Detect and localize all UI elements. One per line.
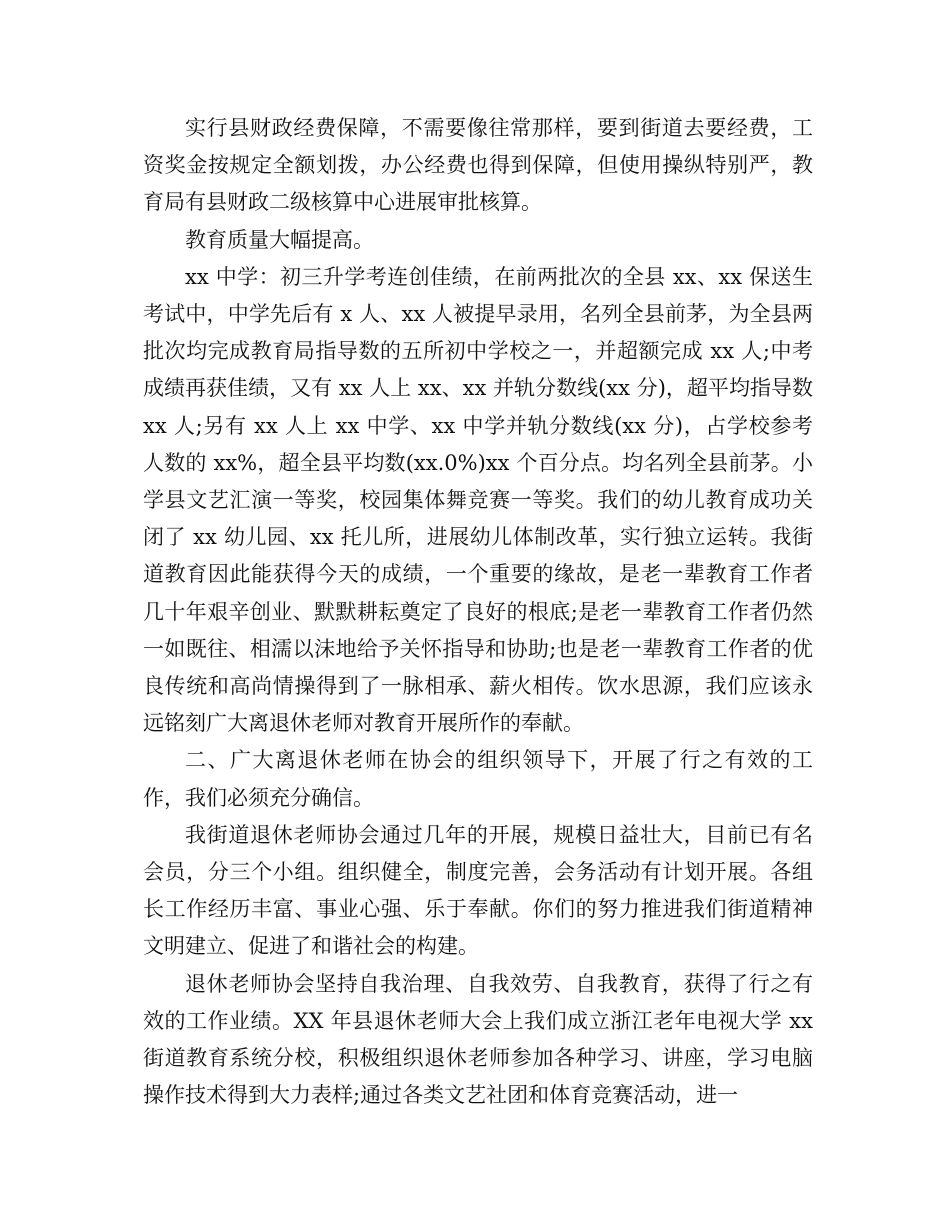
paragraph-quality-heading: 教育质量大幅提高。 [185, 227, 374, 252]
paragraph-funding: 实行县财政经费保障，不需要像往常那样，要到街道去要经费，工资奖金按规定全额划拨，办公经费也得到保障，但使用操纵特别严，教育局有县财政二级核算中心进展审批核算。 [143, 116, 813, 215]
paragraph-association: 我街道退休老师协会通过几年的开展，规模日益壮大，目前已有名会员，分三个小组。组织健全，制度完善，会务活动有计划开展。各组长工作经历丰富、事业心强、乐于奉献。你们的努力推进我们街道精神文明建立、促进了和谐社会的构建。 [143, 822, 813, 959]
paragraph-section-two: 二、广大离退休老师在协会的组织领导下，开展了行之有效的工作，我们必须充分确信。 [143, 748, 813, 810]
document-body [143, 110, 813, 1114]
paragraph-school-results: xx 中学：初三升学考连创佳绩，在前两批次的全县 xx、xx 保送生考试中，中学先后有 x 人、xx 人被提早录用，名列全县前茅，为全县两批次均完成教育局指导数的五所初中学校之一，并超额完成 xx 人;中考成绩再获佳绩，又有 xx 人上 xx、xx 并轨分数线(xx 分)，超平均指导数 xx 人;另有 xx 人上 xx 中学、xx 中学并轨分数线(xx 分)，占学校参考人数的 xx%，超全县平均数(xx.0%)xx 个百分点。均名列全县前茅。小学县文艺汇演一等奖，校园集体舞竞赛一等奖。我们的幼儿教育成功关闭了 xx 幼儿园、xx 托儿所，进展幼儿体制改革，实行独立运转。我街道教育因此能获得今天的成绩，一个重要的缘故，是老一辈教育工作者几十年艰辛创业、默默耕耘奠定了良好的根底;是老一辈教育工作者仍然一如既往、相濡以沫地给予关怀指导和协助;也是老一辈教育工作者的优良传统和高尚情操得到了一脉相承、薪火相传。饮水思源，我们应该永远铭刻广大离退休老师对教育开展所作的奉献。 [143, 264, 813, 736]
paragraph-achievements: 退休老师协会坚持自我治理、自我效劳、自我教育，获得了行之有效的工作业绩。XX 年县退休老师大会上我们成立浙江老年电视大学 xx 街道教育系统分校，积极组织退休老师参加各种学习、讲座，学习电脑操作技术得到大力表样;通过各类文艺社团和体育竞赛活动，进一 [143, 971, 813, 1108]
